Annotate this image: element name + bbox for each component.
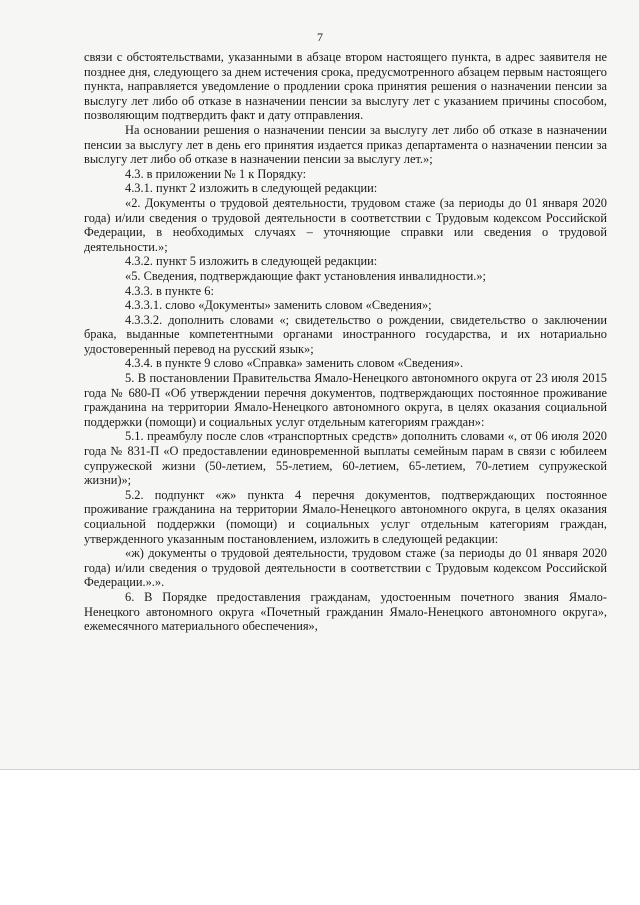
paragraph-10: 4.3.3.2. дополнить словами «; свидетельство о рождении, свидетельство о заключении брака, выданные компетентными органами иностранного государства, и их нотариально удостоверенный перевод на русский язык»; [84,312,607,356]
paragraph-2: На основании решения о назначении пенсии за выслугу лет либо об отказе в назначении пенсии за выслугу лет в день его принятия издается приказ департамента о назначении пенсии за выслугу лет либо об отказе в назначении пенсии за выслугу лет.»; [84,122,607,167]
paragraph-16: 6. В Порядке предоставления гражданам, удостоенным почетного звания Ямало-Ненецкого автономного округа «Почетный гражданин Ямало-Ненецкого автономного округа», ежемесячного материального обеспечения», [84,589,607,634]
paragraph-15: «ж) документы о трудовой деятельности, трудовом стаже (за периоды до 01 января 2020 года) и/или сведения о трудовой деятельности в соответствии с Трудовым кодексом Российской Федерации.».». [84,546,607,590]
page-number: 7 [317,30,323,44]
paragraph-1: связи с обстоятельствами, указанными в абзаце втором настоящего пункта, в адрес заявителя не позднее дня, следующего за днем истечения срока, предусмотренного абзацем первым настоящего пункта, направляется уведомление о продлении срока принятия решения о назначении пенсии за выслугу лет либо об отказе в назначении пенсии за выслугу лет с указанием причины способом, позволяющим подтвердить факт и дату отправления. [84,50,607,123]
paragraph-12: 5. В постановлении Правительства Ямало-Ненецкого автономного округа от 23 июля 2015 года № 680-П «Об утверждении перечня документов, подтверждающих постоянное проживание гражданина на территории Ямало-Ненецкого автономного округа, в целях оказания социальной поддержки (помощи) и социальных услуг отдельным категориям граждан»: [84,371,607,429]
paragraph-3: 4.3. в приложении № 1 к Порядку: [125,166,307,181]
paragraph-7: «5. Сведения, подтверждающие факт установления инвалидности.»; [125,268,486,283]
paragraph-14: 5.2. подпункт «ж» пункта 4 перечня документов, подтверждающих постоянное проживание гражданина на территории Ямало-Ненецкого автономного округа, в целях оказания социальной поддержки (помощи) и социальных услуг отдельным категориям граждан, утвержденного указанным постановлением, изложить в следующей редакции: [84,487,607,546]
paragraph-6: 4.3.2. пункт 5 изложить в следующей редакции: [125,254,378,269]
paragraph-4: 4.3.1. пункт 2 изложить в следующей редакции: [125,181,378,196]
document-body [84,50,607,634]
blank-area [0,770,640,905]
paragraph-13: 5.1. преамбулу после слов «транспортных средств» дополнить словами «, от 06 июля 2020 года № 831-П «О предоставлении единовременной выплаты семейным парам в связи с юбилеем супружеской жизни (50-летием, 55-летием, 60-летием, 65-летием, 70-летием супружеской жизни)»; [84,429,607,488]
paragraph-8: 4.3.3. в пункте 6: [125,283,214,298]
paragraph-5: «2. Документы о трудовой деятельности, трудовом стаже (за периоды до 01 января 2020 года) и/или сведения о трудовой деятельности в соответствии с Трудовым кодексом Российской Федерации, в необходимых случаях – уточняющие справки или сведения о трудовой деятельности.»; [84,195,607,254]
paragraph-9: 4.3.3.1. слово «Документы» заменить словом «Сведения»; [125,298,432,313]
paragraph-11: 4.3.4. в пункте 9 слово «Справка» заменить словом «Сведения». [125,356,464,371]
